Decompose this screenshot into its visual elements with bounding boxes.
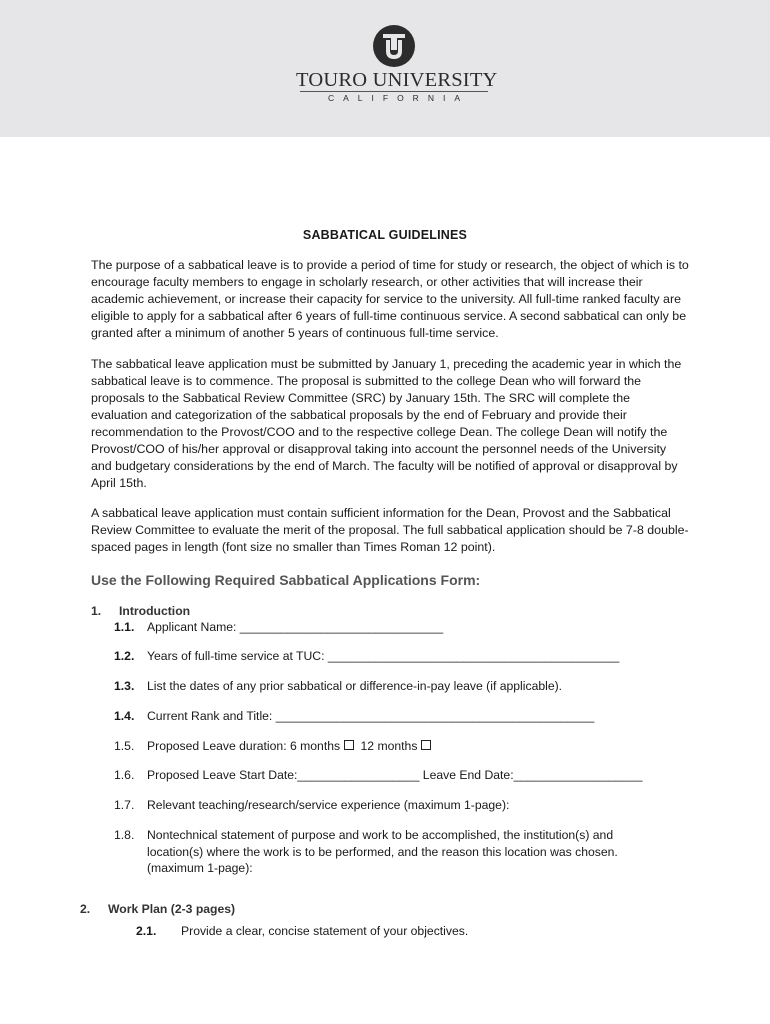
item-leave-dates — [114, 767, 642, 784]
paragraph-requirements: A sabbatical leave application must contain sufficient information for the Dean, Provost and the Sabbatical Review Committee to evaluate the merit of the proposal. The full sabbatical application should be 7-8 double-spaced pages in length (font size no smaller than Times Roman 12 point). — [91, 506, 689, 554]
item-text: Relevant teaching/research/service experience (maximum 1-page): — [147, 798, 510, 812]
item-text: List the dates of any prior sabbatical or difference-in-pay leave (if applicable). — [147, 679, 563, 693]
item-number: 1.1. — [114, 620, 135, 634]
item-text: Provide a clear, concise statement of your objectives. — [181, 924, 469, 938]
item-number: 1.8. — [114, 828, 135, 842]
item-rank-title — [114, 708, 594, 725]
item-number: 1.5. — [114, 739, 135, 753]
logo-divider — [300, 91, 488, 92]
item-objectives — [136, 924, 468, 938]
six-months-checkbox[interactable] — [344, 740, 354, 750]
section-work-plan — [80, 902, 235, 916]
item-number: 2.1. — [136, 924, 157, 938]
item-number: 1.3. — [114, 679, 135, 693]
university-logo — [296, 24, 498, 104]
header-band — [0, 0, 770, 137]
item-number: 1.2. — [114, 649, 135, 663]
item-relevant-experience — [114, 797, 509, 814]
item-text: Current Rank and Title: _______________________________________________ — [147, 709, 595, 723]
form-heading: Use the Following Required Sabbatical Applications Form: — [91, 572, 481, 588]
section-number: 2. — [80, 902, 91, 916]
item-text: Nontechnical statement of purpose and work to be accomplished, the institution(s) and location(s) where the work is to be performed, and the reason this location was chosen. (maximum 1-page): — [147, 828, 618, 875]
paragraph-purpose: The purpose of a sabbatical leave is to provide a period of time for study or research, the object of which is to encourage faculty members to engage in scholarly research, or other activities that will increase their academic achievement, or increase their capacity for service to the university. All full-time ranked faculty are eligible to apply for a sabbatical after 6 years of full-time continuous service. A second sabbatical can only be granted after a minimum of another 5 years of continuous full-time service. — [91, 258, 689, 340]
item-years-service — [114, 648, 619, 665]
item-number: 1.4. — [114, 709, 135, 723]
section-label: Work Plan (2-3 pages) — [108, 902, 236, 916]
paragraph-deadlines: The sabbatical leave application must be submitted by January 1, preceding the academic year in which the sabbatical leave is to commence. The proposal is submitted to the college Dean who will forward the proposals to the Sabbatical Review Committee (SRC) by January 15th. The SRC will complete the evaluation and categorization of the sabbatical proposals by the end of February and provide their recommendation to the Provost/COO and to the respective college Dean. The college Dean will notify the Provost/COO of his/her approval or disapproval taking into account the personnel needs of the University and budgetary considerations by the end of March. The faculty will be notified of approval or disapproval by April 15th. — [91, 357, 682, 490]
item-leave-duration — [114, 738, 434, 755]
item-text: Proposed Leave Start Date:__________________ Leave End Date:___________________ — [147, 768, 643, 782]
logo-subtitle: CALIFORNIA — [327, 93, 469, 103]
item-text: Years of full-time service at TUC: ___________________________________________ — [147, 649, 620, 663]
logo-wordmark: TOURO UNIVERSITY — [296, 69, 498, 91]
item-number: 1.7. — [114, 798, 135, 812]
twelve-months-checkbox[interactable] — [421, 740, 431, 750]
section-introduction — [91, 604, 190, 618]
tu-seal-icon — [372, 24, 416, 68]
section-label: Introduction — [119, 604, 191, 618]
item-option-label: 12 months — [360, 739, 418, 753]
page-title: SABBATICAL GUIDELINES — [302, 228, 468, 242]
item-text: Applicant Name: ______________________________ — [147, 620, 444, 634]
section-number: 1. — [91, 604, 102, 618]
item-text: Proposed Leave duration: 6 months — [147, 739, 341, 753]
item-nontechnical-statement — [114, 827, 654, 877]
item-applicant-name — [114, 619, 443, 636]
item-prior-leave — [114, 678, 562, 695]
item-number: 1.6. — [114, 768, 135, 782]
